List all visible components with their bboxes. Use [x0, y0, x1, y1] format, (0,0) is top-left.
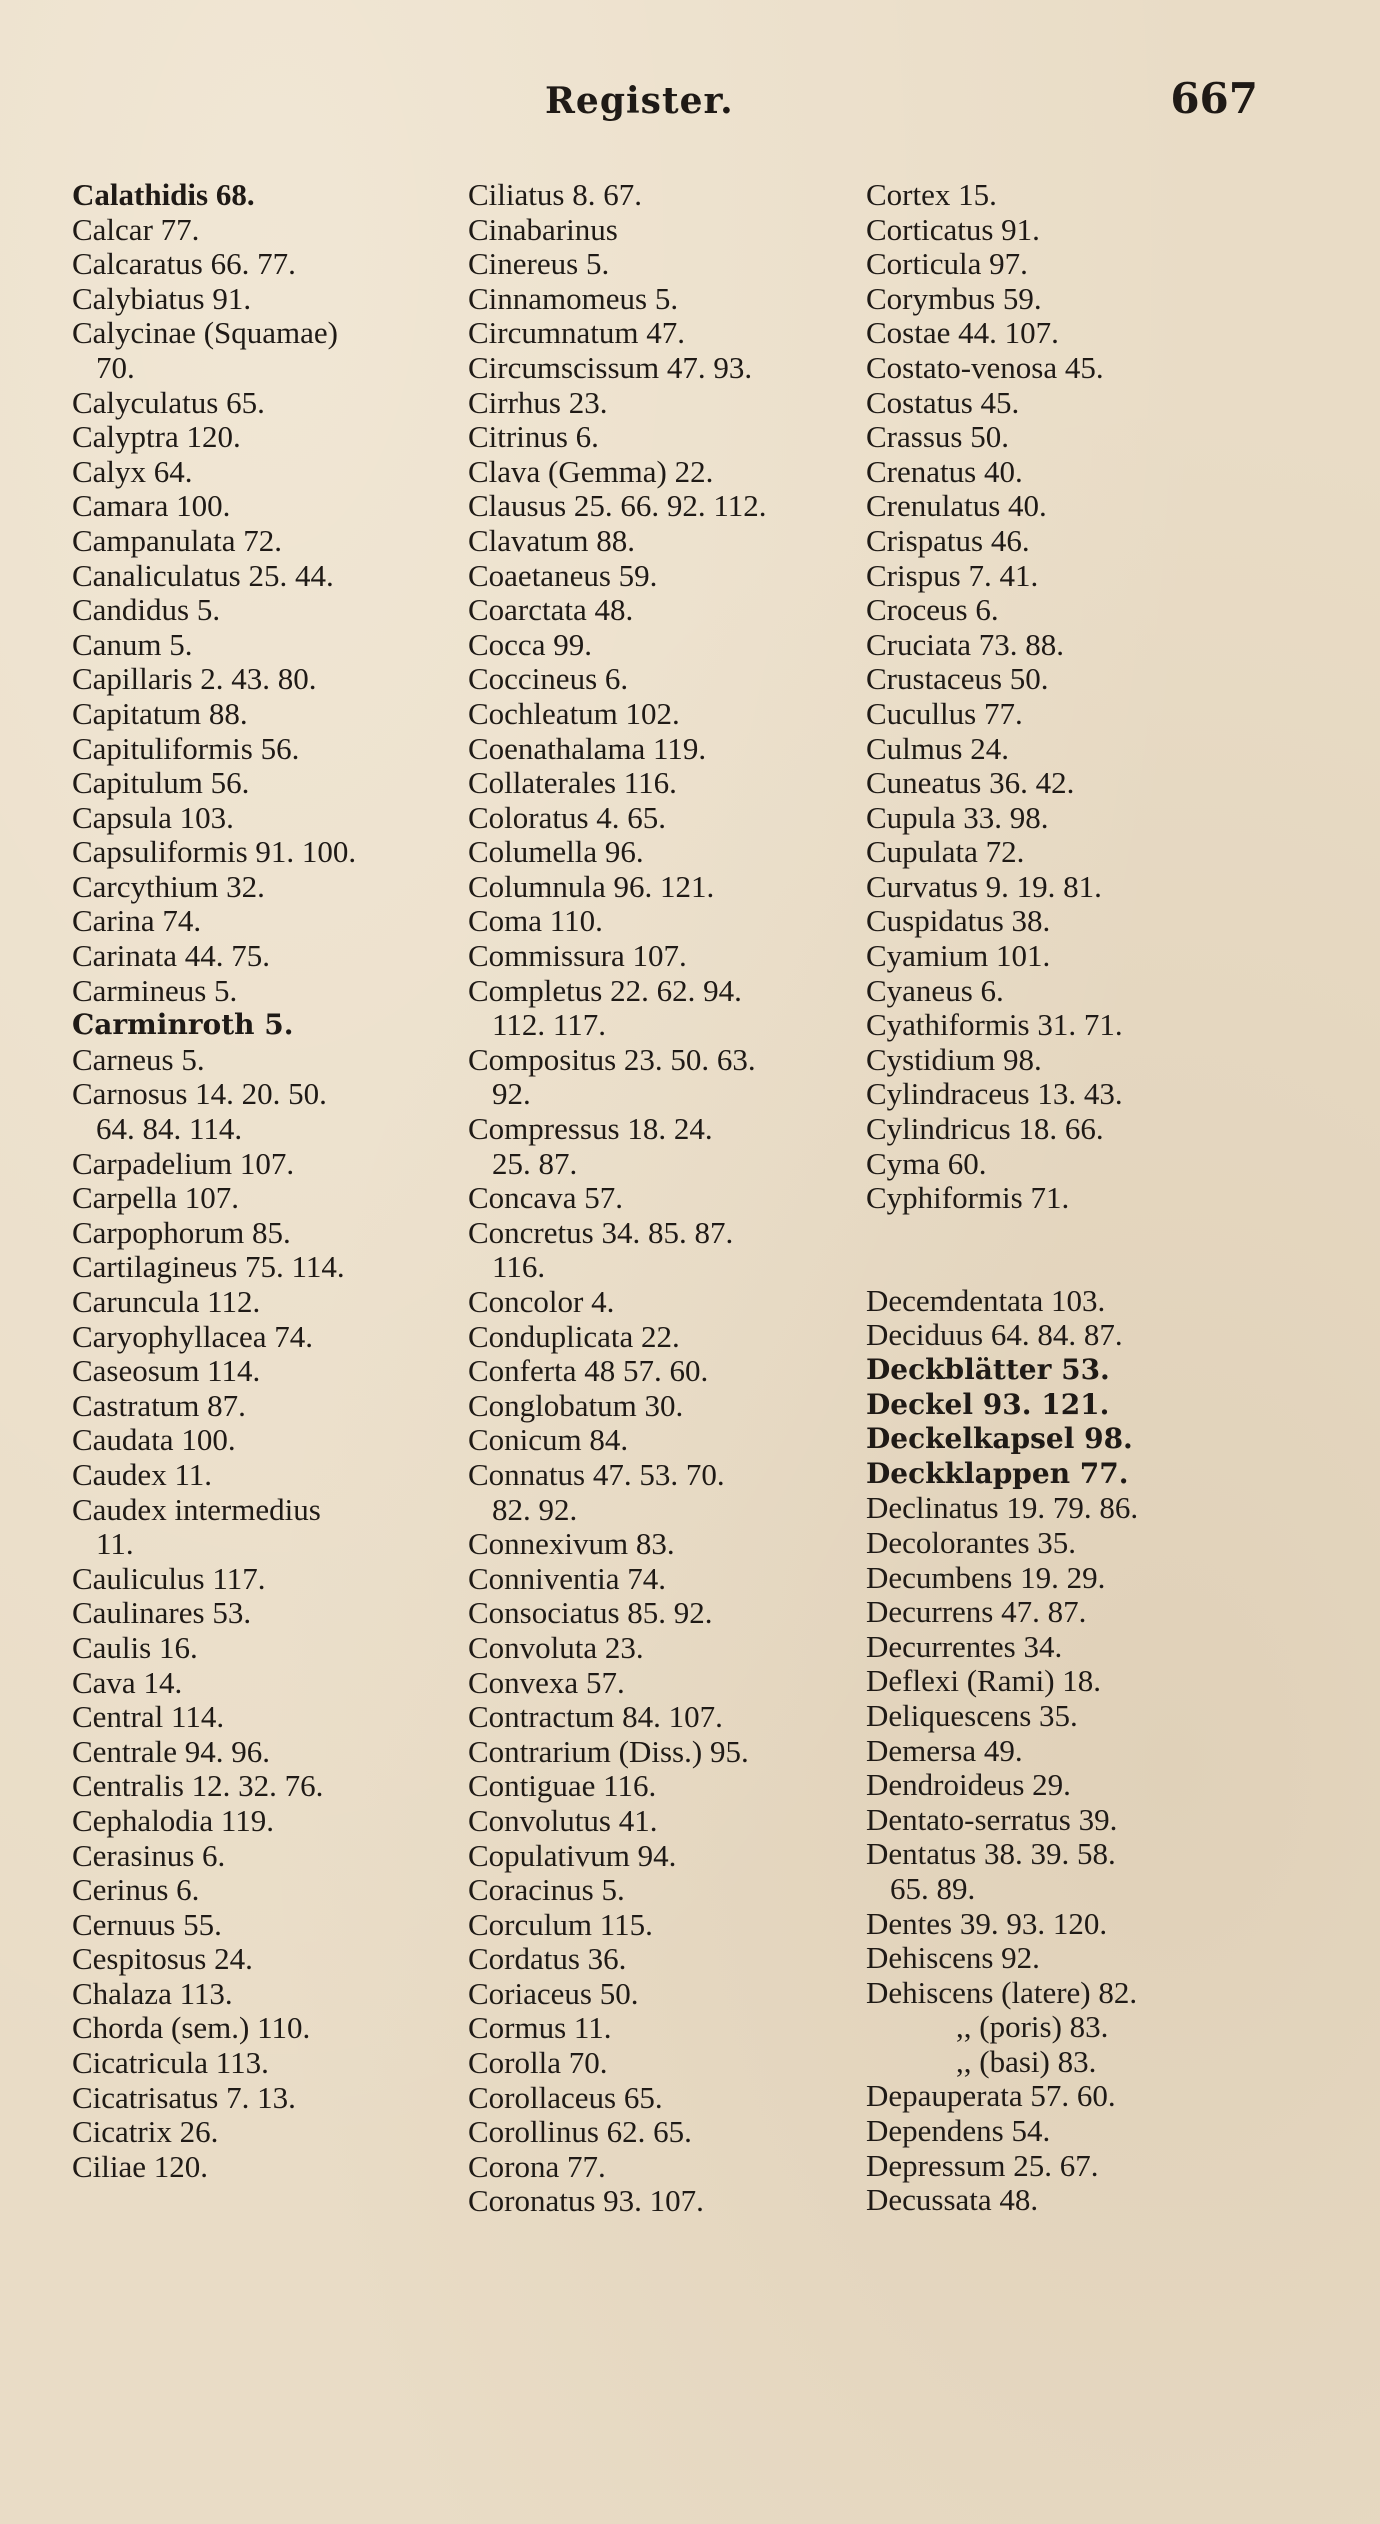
index-entry: Commissura 107.	[468, 938, 687, 974]
index-entry: Capitulum 56.	[72, 765, 250, 801]
page-number: 667	[1170, 74, 1258, 123]
index-entry: Dehiscens 92.	[866, 1940, 1040, 1976]
index-entry: Cyma 60.	[866, 1145, 987, 1181]
index-entry: Convexa 57.	[468, 1664, 625, 1700]
index-entry: Cava 14.	[72, 1664, 183, 1700]
index-entry: Crustaceus 50.	[866, 661, 1049, 697]
index-entry: Concolor 4.	[468, 1284, 615, 1319]
index-entry: Columnula 96. 121.	[468, 868, 715, 904]
index-entry: Caseosum 114.	[72, 1353, 261, 1389]
index-entry: Costae 44. 107.	[866, 315, 1059, 351]
index-entry: Dehiscens (latere) 82.	[866, 1974, 1138, 2010]
index-entry: Convolutus 41.	[468, 1802, 658, 1838]
index-entry: Caulis 16.	[72, 1629, 198, 1665]
index-entry: Carminroth 5.	[72, 1008, 294, 1042]
index-entry: Coloratus 4. 65.	[468, 799, 667, 835]
index-entry: Centrale 94. 96.	[72, 1733, 271, 1769]
index-entry: Centralis 12. 32. 76.	[72, 1768, 324, 1804]
index-entry: Capsuliformis 91. 100.	[72, 834, 357, 870]
index-entry: Cyamium 101.	[866, 938, 1051, 974]
index-entry: Cicatrix 26.	[72, 2114, 219, 2150]
index-entry: Cirrhus 23.	[468, 384, 608, 420]
index-entry-continuation: 11.	[96, 1526, 134, 1562]
index-entry: Costatus 45.	[866, 384, 1020, 420]
index-entry: Cochleatum 102.	[468, 695, 680, 731]
index-entry: Caulinares 53.	[72, 1595, 252, 1631]
index-entry: Deckklappen 77.	[866, 1456, 1129, 1490]
index-entry-continuation: 64. 84. 114.	[96, 1111, 243, 1147]
index-entry: Carmineus 5.	[72, 972, 238, 1008]
index-entry: Coma 110.	[468, 903, 603, 939]
index-entry: Deliquescens 35.	[866, 1697, 1078, 1733]
index-column-1	[72, 178, 472, 2184]
index-entry: Decemdentata 103.	[866, 1282, 1106, 1318]
index-entry: Cocca 99.	[468, 626, 592, 662]
index-entry: Compressus 18. 24.	[468, 1111, 713, 1147]
index-entry: Coarctata 48.	[468, 592, 634, 628]
index-entry: Conglobatum 30.	[468, 1387, 684, 1423]
index-entry: Carpadelium 107.	[72, 1145, 295, 1181]
index-entry: Depauperata 57. 60.	[866, 2078, 1116, 2114]
index-entry: Carneus 5.	[72, 1041, 205, 1077]
index-entry: Calcaratus 66. 77.	[72, 246, 296, 282]
section-gap	[866, 1216, 1286, 1284]
index-entry: Culmus 24.	[866, 730, 1009, 766]
index-entry: Coriaceus 50.	[468, 1975, 639, 2011]
index-entry: Cyaneus 6.	[866, 972, 1004, 1008]
index-entry: Coaetaneus 59.	[468, 557, 658, 593]
index-entry: Cystidium 98.	[866, 1041, 1042, 1077]
index-entry: Dentatus 38. 39. 58.	[866, 1836, 1116, 1872]
index-entry: Coronatus 93. 107.	[468, 2183, 704, 2219]
index-entry: Calycinae (Squamae)	[72, 315, 338, 351]
index-entry: Columella 96.	[468, 834, 644, 870]
index-entry: Calathidis 68.	[72, 177, 255, 212]
index-entry: Corollaceus 65.	[468, 2079, 663, 2115]
index-entry: Cerasinus 6.	[72, 1837, 226, 1873]
index-entry: Cicatrisatus 7. 13.	[72, 2079, 296, 2115]
index-entry: Cauliculus 117.	[72, 1560, 266, 1596]
index-entry: Crenatus 40.	[866, 453, 1023, 489]
index-entry: Cicatricula 113.	[72, 2045, 269, 2081]
index-entry: Demersa 49.	[866, 1732, 1023, 1768]
index-entry: Cupulata 72.	[866, 834, 1025, 870]
index-entry: Calcar 77.	[72, 211, 200, 247]
index-entry: Cormus 11.	[468, 2010, 612, 2046]
index-entry: Completus 22. 62. 94.	[468, 972, 742, 1008]
index-entry: Conferta 48 57. 60.	[468, 1353, 709, 1389]
index-entry: Chalaza 113.	[72, 1975, 233, 2011]
index-entry: Cordatus 36.	[468, 1941, 627, 1977]
index-entry: Chorda (sem.) 110.	[72, 2010, 311, 2046]
index-entry-continuation: 25. 87.	[492, 1145, 578, 1181]
index-entry: Cyphiformis 71.	[866, 1180, 1070, 1216]
index-entry: Crassus 50.	[866, 419, 1009, 455]
index-entry: Capsula 103.	[72, 799, 234, 835]
index-entry: Corticula 97.	[866, 246, 1028, 282]
index-entry: Cartilagineus 75. 114.	[72, 1249, 345, 1285]
index-entry: Crispus 7. 41.	[866, 557, 1039, 593]
index-entry: Capitatum 88.	[72, 695, 248, 731]
index-entry: Cernuus 55.	[72, 1906, 222, 1942]
index-entry: Cephalodia 119.	[72, 1802, 275, 1838]
running-header-title: Register.	[545, 80, 734, 122]
index-entry: Circumnatum 47.	[468, 315, 685, 351]
index-entry: Carpophorum 85.	[72, 1214, 291, 1250]
index-entry-continuation: 112. 117.	[492, 1007, 606, 1043]
index-entry: Decumbens 19. 29.	[866, 1559, 1106, 1595]
index-entry: Concava 57.	[468, 1180, 623, 1216]
index-entry: Citrinus 6.	[468, 419, 599, 455]
index-entry: Decussata 48.	[866, 2182, 1039, 2218]
index-entry: Contractum 84. 107.	[468, 1699, 723, 1735]
index-entry: Compositus 23. 50. 63.	[468, 1041, 756, 1077]
index-entry: Cerinus 6.	[72, 1872, 200, 1908]
index-entry: Calyptra 120.	[72, 419, 241, 455]
index-entry: Carnosus 14. 20. 50.	[72, 1076, 327, 1112]
index-entry: Deckelkapsel 98.	[866, 1422, 1133, 1456]
index-entry: Cupula 33. 98.	[866, 799, 1049, 835]
index-entry: Deciduus 64. 84. 87.	[866, 1317, 1123, 1353]
index-entry: Cylindraceus 13. 43.	[866, 1076, 1123, 1112]
index-entry: Clava (Gemma) 22.	[468, 453, 714, 489]
index-entry: Carina 74.	[72, 903, 202, 939]
index-entry: Consociatus 85. 92.	[468, 1595, 713, 1631]
index-entry: Carinata 44. 75.	[72, 938, 271, 974]
index-entry: Cyathiformis 31. 71.	[866, 1007, 1123, 1043]
index-entry: Clavatum 88.	[468, 522, 636, 558]
index-entry: Circumscissum 47. 93.	[468, 349, 753, 385]
index-entry: Calyx 64.	[72, 453, 193, 489]
index-entry: Cuneatus 36. 42.	[866, 765, 1075, 801]
index-entry: Concretus 34. 85. 87.	[468, 1214, 734, 1250]
index-entry: Contrarium (Diss.) 95.	[468, 1733, 749, 1769]
index-entry: Curvatus 9. 19. 81.	[866, 868, 1102, 904]
index-entry: Convoluta 23.	[468, 1629, 644, 1665]
index-entry: Conicum 84.	[468, 1422, 629, 1458]
index-entry: Candidus 5.	[72, 592, 221, 628]
index-entry: Dependens 54.	[866, 2113, 1051, 2149]
index-entry-continuation: 65. 89.	[890, 1870, 976, 1906]
index-entry: Corculum 115.	[468, 1906, 653, 1942]
index-entry: ,, (basi) 83.	[956, 2043, 1097, 2079]
index-entry: Cruciata 73. 88.	[866, 626, 1065, 662]
index-entry: Cinnamomeus 5.	[468, 280, 679, 316]
index-entry: Caryophyllacea 74.	[72, 1318, 314, 1354]
index-entry-continuation: 70.	[96, 349, 135, 385]
index-entry: Conduplicata 22.	[468, 1318, 680, 1354]
index-entry: Cortex 15.	[866, 177, 997, 212]
index-entry: Dentato-serratus 39.	[866, 1801, 1118, 1837]
index-entry: Decolorantes 35.	[866, 1524, 1077, 1560]
index-entry: Crispatus 46.	[866, 522, 1030, 558]
index-entry: Copulativum 94.	[468, 1837, 677, 1873]
index-entry: Connexivum 83.	[468, 1526, 675, 1562]
index-entry: Castratum 87.	[72, 1387, 246, 1423]
index-entry: Corymbus 59.	[866, 280, 1042, 316]
index-entry: Caudex intermedius	[72, 1491, 321, 1527]
index-entry: Corollinus 62. 65.	[468, 2114, 692, 2150]
index-entry: Depressum 25. 67.	[866, 2147, 1099, 2183]
index-entry: Croceus 6.	[866, 592, 999, 628]
index-entry-continuation: 82. 92.	[492, 1491, 578, 1527]
index-entry: Clausus 25. 66. 92. 112.	[468, 488, 767, 524]
index-entry: Ciliae 120.	[72, 2148, 209, 2184]
index-entry-continuation: 92.	[492, 1076, 531, 1112]
index-entry: Campanulata 72.	[72, 522, 283, 558]
index-entry: Cinabarinus	[468, 211, 618, 247]
index-entry: Central 114.	[72, 1699, 225, 1735]
index-entry: Conniventia 74.	[468, 1560, 667, 1596]
index-entry: Caudex 11.	[72, 1456, 213, 1492]
index-entry: Coccineus 6.	[468, 661, 629, 697]
index-entry: Crenulatus 40.	[866, 488, 1047, 524]
index-entry: Costato-venosa 45.	[866, 349, 1104, 385]
index-entry-continuation: 116.	[492, 1249, 546, 1285]
index-entry: Dendroideus 29.	[866, 1767, 1071, 1803]
index-entry: ,, (poris) 83.	[956, 2009, 1109, 2045]
index-entry: Declinatus 19. 79. 86.	[866, 1490, 1139, 1526]
index-entry: Canum 5.	[72, 626, 193, 662]
index-entry: Ciliatus 8. 67.	[468, 177, 642, 212]
index-column-3	[866, 178, 1286, 2218]
index-entry: Cinereus 5.	[468, 246, 610, 282]
index-entry: Coracinus 5.	[468, 1872, 625, 1908]
index-entry: Calyculatus 65.	[72, 384, 265, 420]
index-entry: Carpella 107.	[72, 1180, 240, 1216]
index-entry: Corona 77.	[468, 2148, 606, 2184]
index-entry: Cucullus 77.	[866, 695, 1023, 731]
index-entry: Cuspidatus 38.	[866, 903, 1051, 939]
index-entry: Corolla 70.	[468, 2045, 608, 2081]
index-entry: Dentes 39. 93. 120.	[866, 1905, 1108, 1941]
index-entry: Coenathalama 119.	[468, 730, 707, 766]
index-entry: Contiguae 116.	[468, 1768, 657, 1804]
index-entry: Calybiatus 91.	[72, 280, 252, 316]
index-entry: Cespitosus 24.	[72, 1941, 253, 1977]
index-entry: Camara 100.	[72, 488, 231, 524]
index-entry: Collaterales 116.	[468, 765, 677, 801]
index-column-2	[468, 178, 866, 2219]
index-entry: Deckblätter 53.	[866, 1353, 1110, 1386]
index-entry: Decurrens 47. 87.	[866, 1594, 1087, 1630]
index-entry: Deflexi (Rami) 18.	[866, 1663, 1102, 1699]
index-entry: Decurrentes 34.	[866, 1628, 1063, 1664]
index-entry: Caruncula 112.	[72, 1284, 261, 1319]
index-entry: Carcythium 32.	[72, 868, 265, 904]
index-entry: Connatus 47. 53. 70.	[468, 1456, 725, 1492]
index-entry: Capituliformis 56.	[72, 730, 300, 766]
index-entry: Cylindricus 18. 66.	[866, 1111, 1104, 1147]
index-entry: Capillaris 2. 43. 80.	[72, 661, 317, 697]
index-entry: Corticatus 91.	[866, 211, 1040, 247]
index-entry: Caudata 100.	[72, 1422, 236, 1458]
index-entry: Canaliculatus 25. 44.	[72, 557, 334, 593]
index-entry: Deckel 93. 121.	[866, 1387, 1110, 1421]
